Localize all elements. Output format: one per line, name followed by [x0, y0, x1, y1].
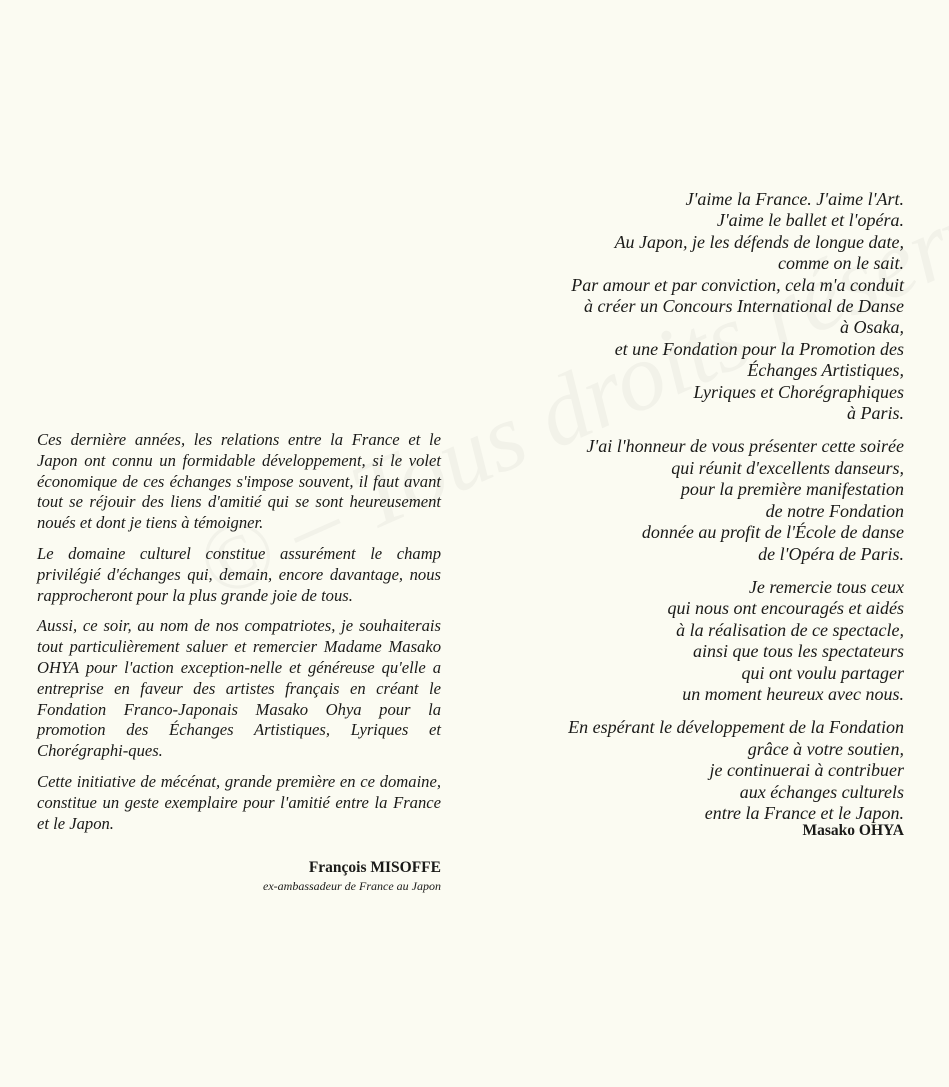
- verse-line: qui nous ont encouragés et aidés: [667, 598, 904, 619]
- signature-role: ex-ambassadeur de France au Japon: [263, 879, 441, 893]
- verse-line: comme on le sait.: [778, 253, 904, 274]
- verse-line: qui réunit d'excellents danseurs,: [671, 457, 904, 478]
- verse-line: ainsi que tous les spectateurs: [693, 641, 904, 662]
- verse-line: je continuerai à contribuer: [709, 760, 904, 781]
- verse-line: aux échanges culturels: [739, 781, 904, 802]
- ambassador-message: [37, 430, 441, 844]
- verse-line: Lyriques et Chorégraphiques: [693, 381, 904, 402]
- verse-line: grâce à votre soutien,: [747, 738, 904, 759]
- verse-line: et une Fondation pour la Promotion des: [614, 338, 904, 359]
- signature-name: François MISOFFE: [308, 859, 441, 876]
- verse-line: un moment heureux avec nous.: [682, 683, 904, 704]
- verse-line: Au Japon, je les défends de longue date,: [614, 231, 904, 252]
- stanza: [480, 577, 904, 705]
- paragraph: Aussi, ce soir, au nom de nos compatriotes, je souhaiterais tout particulièrement saluer et remercier Madame Masako OHYA pour l'action exception-nelle et généreuse qu'elle a entreprise en faveur des artistes français en créant le Fondation Franco-Japonais Masako Ohya pour la promotion des Échanges Artistiques, Lyriques et Chorégraphi-ques.: [37, 616, 441, 761]
- verse-line: donnée au profit de l'École de danse: [641, 522, 904, 543]
- verse-line: J'aime le ballet et l'opéra.: [716, 210, 904, 231]
- verse-line: à la réalisation de ce spectacle,: [676, 619, 904, 640]
- founder-message: [480, 189, 904, 836]
- verse-line: Je remercie tous ceux: [748, 576, 904, 597]
- paragraph: Ces dernière années, les relations entre la France et le Japon ont connu un formidable développement, si le volet économique de ces échanges s'impose souvent, il faut avant tout se réjouir des liens d'amitié qui se sont heureusement noués et dont je tiens à témoigner.: [37, 430, 441, 533]
- verse-line: qui ont voulu partager: [741, 662, 904, 683]
- verse-line: pour la première manifestation: [680, 479, 904, 500]
- verse-line: J'aime la France. J'aime l'Art.: [685, 189, 904, 209]
- ambassador-signature: [37, 858, 441, 894]
- verse-line: Échanges Artistiques,: [747, 360, 904, 381]
- verse-line: En espérant le développement de la Fondation: [568, 717, 904, 738]
- stanza: [480, 436, 904, 564]
- verse-line: Par amour et par conviction, cela m'a conduit: [571, 274, 904, 295]
- stanza: [480, 717, 904, 824]
- verse-line: à Osaka,: [840, 317, 904, 338]
- verse-line: à Paris.: [846, 403, 904, 424]
- verse-line: J'ai l'honneur de vous présenter cette soirée: [586, 436, 904, 457]
- verse-line: de l'Opéra de Paris.: [758, 543, 904, 564]
- verse-line: à créer un Concours International de Danse: [584, 296, 904, 317]
- paragraph: Cette initiative de mécénat, grande première en ce domaine, constitue un geste exemplaire pour l'amitié entre la France et le Japon.: [37, 771, 441, 833]
- verse-line: de notre Fondation: [765, 500, 904, 521]
- paragraph: Le domaine culturel constitue assurément le champ privilégié d'échanges qui, demain, encore davantage, nous rapprocheront pour la plus grande joie de tous.: [37, 543, 441, 605]
- verse-line: entre la France et le Japon.: [704, 802, 904, 823]
- founder-signature: Masako OHYA: [802, 822, 904, 839]
- stanza: [480, 189, 904, 424]
